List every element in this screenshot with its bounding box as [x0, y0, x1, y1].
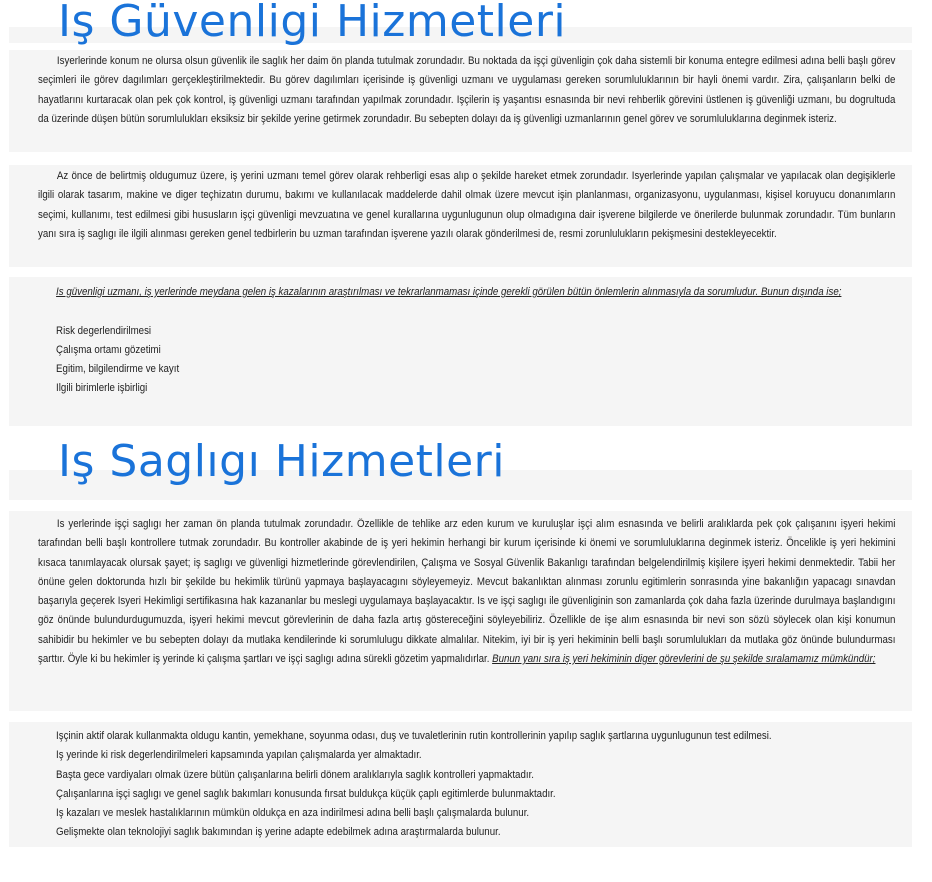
list-item: Işçinin aktif olarak kullanmakta oldugu kantin, yemekhane, soyunma odası, duş ve tuvaletlerinin rutin kontrollerinin yapılıp saglık şartlarına uygunlugunun test edilmesi. — [56, 730, 772, 742]
saglik-paragraph-block — [9, 511, 912, 711]
guvenlik-duties-block — [9, 277, 912, 426]
list-item: Başta gece vardiyaları olmak üzere bütün çalışanlarına belirli dönem aralıklarıyla saglık kontrolleri yapmaktadır. — [56, 768, 534, 781]
guvenlik-duties-list — [38, 322, 913, 399]
section-title-is-sagligi: Iş Saglıgı Hizmetleri — [58, 436, 505, 487]
list-item: Egitim, bilgilendirme ve kayıt — [56, 363, 180, 376]
list-item: Ilgili birimlerle işbirligi — [56, 382, 148, 395]
guvenlik-paragraph-1: Isyerlerinde konum ne olursa olsun güvenlik ile saglık her daim ön planda tutulmak zorundadır. Bu noktada da işçi güvenligin çok daha sistemli bir konuma entegre edilmesi adına belli başlı görev seçimleri ile görev dagılımları gerçekleştirilmektedir. Bu görev dagılımları içerisinde iş güvenligi uzmanı ve uygulaması gereken sorumluluklarının bir hayli önemi vardır. Zira, çalışanların belki de hayatlarını kurtaracak olan pek çok kontrol, iş güvenligi uzmanı tarafından yapılmak zorundadır. Işçilerin iş yaşantısı esnasında bir nevi rehberlik görevini üstlenen iş güvenliği uzmanı, bu dogrultuda da üzerinde düşen bütün sorumlulukları eksiksiz bir şekilde yerine getirmek zorundadır. Bu sebepten dolayı da iş güvenligi uzmanlarının genel görev ve sorumluluklarına deginmek isteriz. — [38, 55, 896, 125]
guvenlik-paragraph-block-2 — [9, 165, 912, 267]
list-item: Çalışma ortamı gözetimi — [56, 343, 161, 356]
list-item: Iş yerinde ki risk degerlendirilmeleri kapsamında yapılan çalışmalarda yer almaktadır. — [56, 749, 422, 762]
section-title-is-guvenligi: Iş Güvenligi Hizmetleri — [58, 0, 567, 47]
saglik-duties-block — [9, 722, 912, 847]
saglik-duties-intro: Bunun yanı sıra iş yeri hekiminin diger görevlerini de şu şekilde sıralamamız mümkündür; — [492, 653, 876, 666]
saglik-paragraph-1: Is yerlerinde işçi saglıgı her zaman ön planda tutulmak zorundadır. Özellikle de tehlike arz eden kurum ve kuruluşlar işçi alım esnasında ve belirli aralıklarda pek çok çalışanını işyeri hekimi tarafından belli başlı kontrollere tutmak zorundadır. Bu kontroller akabinde de iş yeri hekimin herhangi bir kurum içerisinde ki önemi ve sorumluluklarına deginmek isteriz. Öncelikle iş yeri hekimini kısaca tanımlayacak olursak şayet; iş saglıgı ve güvenligi hizmetlerinde görevlendirilen, Çalışma ve Sosyal Güvenlik Bakanlıgı tarafından belgelendirilmiş kişilere işyeri hekimi denmektedir. Tabii her önüne gelen doktorunda hızlı bir şekilde bu hekimlik türünü yapmaya başlayacagını söyleyemeyiz. Mevcut bakanlıktan alınması zorunlu egitimlerin sonrasında yine bakanlığın yapacagı sınavdan başarıyla geçerek Isyeri Hekimligi sertifikasına hak kazananlar bu meslegi uygulamaya başlayacaktır. Is ve işçi saglıgı ile güvenliginin son zamanlarda çok daha fazla üzerinde durulmaya başlandıgını göz önünde bulundurdugumuzda, işyeri hekimi mevcut görevlerinin de daha fazla artış göstereceğini söyleyebiliriz. Özellikle de işe alım esnasında bir nevi son sözü söylecek olan kişi konumun sahibidir bu hekimler ve bu sebepten dolayı da mutlaka kendilerinde ki sorumlulugu dikkate almalılar. Nitekim, iyi bir iş yeri hekiminin belli başlı sorumlulukları da mutlaka göz önünde bulundurması şarttır. Öyle ki bu hekimler iş yerinde ki çalışma şartları ve işçi saglıgı adına sürekli gözetim yapmalıdırlar. Bunun yanı sıra iş yeri hekiminin diger görevlerini de şu şekilde sıralamamız mümkündür; — [38, 518, 896, 666]
guvenlik-paragraph-2: Az önce de belirtmiş oldugumuz üzere, iş yerini uzmanı temel görev olarak rehberligi esas alıp o şekilde hareket etmek zorundadır. Isyerlerinde yapılan çalışmalar ve yapılacak olan degişiklerle ilgili olarak tasarım, makine ve diger teçhizatın durumu, bakımı ve kullanılacak maddelerde dahil olmak üzere mevcut işin planlanması, organizasyonu, uygulanması, kişisel koruyucu donanımların seçimi, kullanımı, test edilmesi gibi hususların işçi güvenligi mevzuatına ve genel kurallarına uygunlugunun olup olmadıgına dair işverene bilgilerde ve önerilerde bulunmak zorundadır. Tüm bunların yanı sıra iş saglıgı ile ilgili alınması gereken genel tedbirlerin bu uzman tarafından işverene yazılı olarak gönderilmesi de, resmi zorunlulukların pekişmesini destekleyecektir. — [38, 170, 896, 240]
guvenlik-duties-intro: Is güvenligi uzmanı, iş yerlerinde meydana gelen iş kazalarının araştırılması ve tekrarlanmaması içinde gerekli görülen bütün önlemlerin alınmasıyla da sorumludur. Bunun dışında ise; — [56, 286, 842, 298]
list-item: Çalışanlarına işçi saglıgı ve genel saglık bakımları konusunda fırsat buldukça küçük çaplı egitimlerde bulunmaktadır. — [56, 787, 556, 800]
list-item: Iş kazaları ve meslek hastalıklarının mümkün oldukça en aza indirilmesi adına belli başlı çalışmalarda bulunur. — [56, 807, 530, 820]
saglik-duties-list — [38, 727, 913, 843]
list-item: Risk degerlendirilmesi — [56, 324, 152, 337]
guvenlik-paragraph-block-1 — [9, 50, 912, 152]
list-item: Gelişmekte olan teknolojiyi saglık bakımından iş yerine adapte edebilmek adına araştırmalarda bulunur. — [56, 826, 501, 839]
